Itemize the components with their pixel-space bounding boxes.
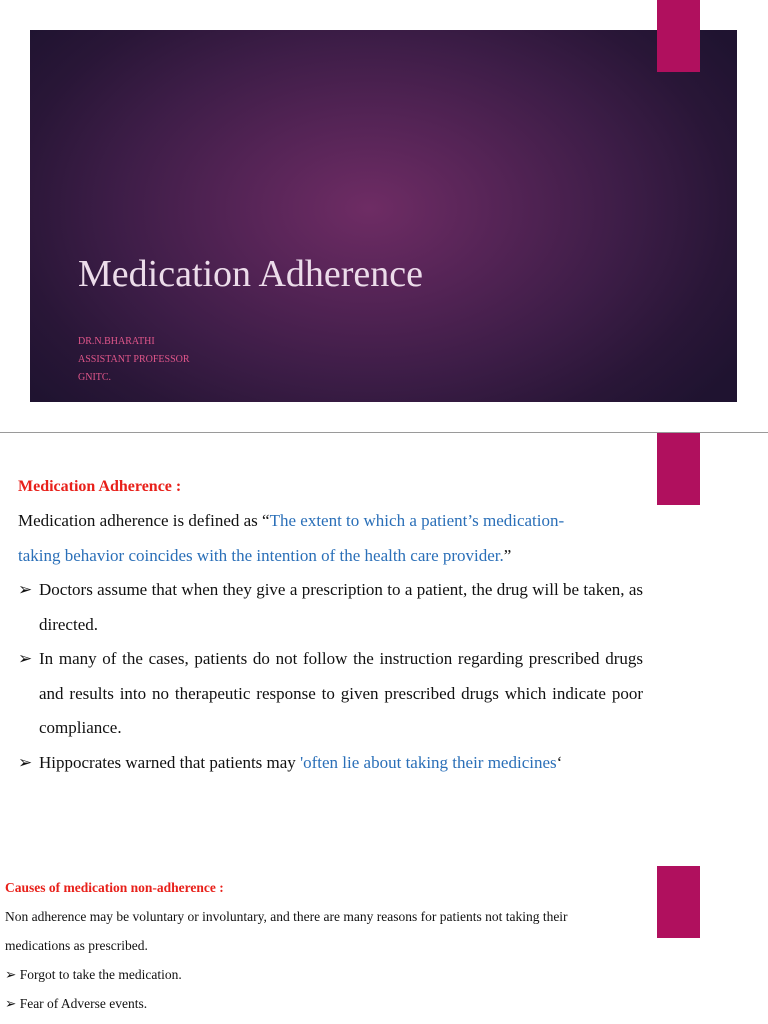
definition-line-2 — [18, 545, 511, 567]
adherence-heading: Medication Adherence : — [18, 478, 182, 495]
title-slide — [30, 30, 737, 402]
causes-intro: Non adherence may be voluntary or involuntary, and there are many reasons for patients not taking their medications as prescribed. — [5, 909, 568, 953]
bullet-text: Doctors assume that when they give a prescription to a patient, the drug will be taken, as directed. — [39, 580, 643, 634]
accent-bar-1 — [657, 0, 700, 72]
cause-item-2 — [5, 995, 147, 1013]
bullet3-prefix: Hippocrates warned that patients may — [39, 753, 301, 772]
bullet-arrow-icon: ➢ — [5, 967, 17, 982]
bullet-arrow-icon: ➢ — [5, 996, 17, 1011]
bullet-arrow-icon: ➢ — [18, 753, 33, 772]
cause-item-1 — [5, 966, 182, 984]
author-name: DR.N.BHARATHI — [78, 336, 155, 347]
bullet-arrow-icon: ➢ — [18, 649, 33, 668]
bullet-text — [39, 746, 643, 781]
slide-title: Medication Adherence — [78, 253, 424, 295]
bullet-arrow-icon: ➢ — [18, 580, 33, 599]
slide-separator — [0, 432, 768, 433]
definition-close: ” — [503, 546, 512, 565]
definition-intro: Medication adherence is defined as “ — [18, 511, 270, 530]
bullet-item-3 — [18, 746, 643, 781]
definition-line-1 — [18, 510, 564, 532]
author-institution: GNITC. — [78, 372, 112, 383]
bullet-item-2 — [18, 642, 643, 746]
bullet-item-1 — [18, 573, 643, 642]
cause-text: Fear of Adverse events. — [19, 996, 148, 1011]
accent-bar-2 — [657, 433, 700, 505]
author-position: ASSISTANT PROFESSOR — [78, 354, 190, 365]
bullet3-quote: 'often lie about taking their medicines — [300, 753, 557, 772]
bullet3-close: ‘ — [556, 753, 563, 772]
definition-quote-part-1: The extent to which a patient’s medication- — [269, 511, 565, 530]
definition-quote-part-2: taking behavior coincides with the intention of the health care provider. — [18, 546, 504, 565]
bullet-text: In many of the cases, patients do not follow the instruction regarding prescribed drugs and results into no therapeutic response to given prescribed drugs which indicate poor compliance. — [39, 649, 643, 737]
accent-bar-3 — [657, 866, 700, 938]
cause-text: Forgot to take the medication. — [19, 967, 182, 982]
causes-heading: Causes of medication non-adherence : — [5, 880, 224, 895]
